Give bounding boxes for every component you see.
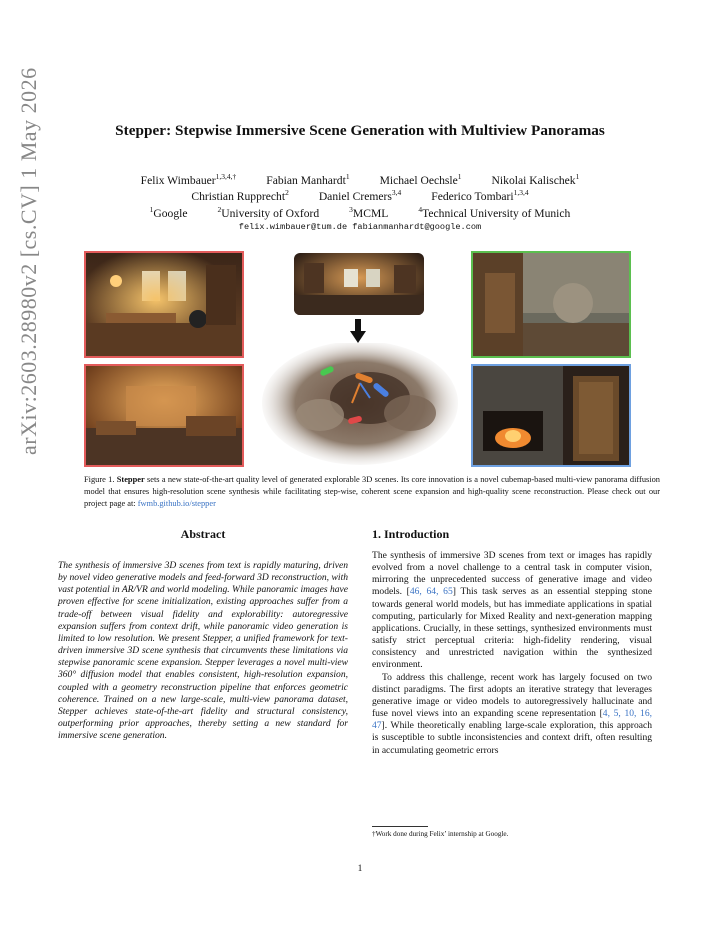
citation-link[interactable]: 46, 64, 65: [409, 586, 453, 598]
author-2: Federico Tombari$^{1,3,4}$: [431, 188, 529, 203]
author-0: Felix Wimbauer$^{1,3,4,\dagger}$: [140, 172, 237, 187]
figure-image-room-blue-bottom: [471, 364, 631, 467]
figure-image-panorama: [294, 253, 424, 315]
arxiv-stamp: arXiv:2603.28980v2 [cs.CV] 1 May 2026: [16, 67, 41, 455]
figure-1: [84, 251, 660, 469]
affiliations: [0, 202, 720, 222]
figure-image-room-red-top: [84, 251, 244, 358]
introduction-heading: 1. Introduction: [372, 527, 450, 541]
author-2: Michael Oechsle$^1$: [379, 172, 462, 187]
author-emails: felix.wimbauer@tum.de fabianmanhardt@google.com: [238, 222, 482, 232]
author-0: Christian Rupprecht$^2$: [191, 188, 289, 203]
author-1: Daniel Cremers$^{3,4}$: [318, 188, 402, 203]
affiliation-1: $^2$University of Oxford: [217, 205, 320, 220]
project-page-link[interactable]: fwmb.github.io/stepper: [137, 498, 216, 508]
figure-caption: Figure 1. Stepper sets a new state-of-the-art quality level of generated explorable 3D scenes. Its core innovation is a novel cubemap-based multi-view panorama diffusion model that ensures high-resolution scene synthesis while facilitating step-wise, coherent scene expansion and high-quality scene reconstruction. Please check out our project page at: fwmb.github.io/stepper: [84, 475, 660, 508]
figure-image-room-red-bottom: [84, 364, 244, 467]
page-number: 1: [357, 864, 363, 874]
abstract-heading: Abstract: [180, 527, 226, 541]
figure-image-point-cloud: [260, 343, 460, 469]
author-1: Fabian Manhardt$^1$: [266, 172, 350, 187]
footnote-rule: [372, 826, 428, 827]
affiliation-3: $^4$Technical University of Munich: [418, 205, 571, 220]
introduction-body: The synthesis of immersive 3D scenes from text or images has rapidly evolved from a novel challenge to a central task in computer vision, mirroring the unprecedented success of generative image and video models. [46, 64, 65] This task serves as an essential stepping stone towards general world models, but has immediate applications in spatial computing, particularly for Mixed Reality and next-generation mapping applications. Crucially, in these settings, synthesized environments must satisfy strict perceptual criteria: high-fidelity rendering, visual consistency and unrestricted navigation within the synthesized environment. To address this challenge, recent work has largely focused on two distinct paradigms. The first adopts an iterative strategy that leverages generative image or video models to autoregressively hallucinate and fuse novel views into an expanding scene representation [4, 5, 10, 16, 47]. While theoretically enabling large-scale exploration, this approach is susceptible to subtle inconsistencies and context drift, often resulting in accumulating geometric errors: [372, 550, 653, 756]
paper-title: Stepper: Stepwise Immersive Scene Generation with Multiview Panoramas: [115, 122, 605, 139]
author-3: Nikolai Kalischek$^1$: [491, 172, 580, 187]
figure-image-room-green-top: [471, 251, 631, 358]
citation-link[interactable]: 4, 5, 10, 16, 47: [372, 708, 652, 732]
affiliation-2: $^3$MCML: [349, 205, 389, 220]
abstract-body: The synthesis of immersive 3D scenes from text is rapidly maturing, driven by novel video generative models and feed-forward 3D reconstruction, with vast potential in AR/VR and world modeling. While panoramic images have proven effective for scene initialization, existing approaches suffer from a trade-off between visual fidelity and explorability: autoregressive expansion suffers from context drift, while panoramic video generation is limited to low resolution. We present Stepper, a unified framework for text-driven immersive 3D scene synthesis that circumvents these limitations via stepwise panoramic scene expansion. Stepper leverages a novel multi-view 360° diffusion model that enables consistent, high-resolution expansion, coupled with a geometry reconstruction pipeline that enforces geometric coherence. Trained on a new large-scale, multi-view panorama dataset, Stepper achieves state-of-the-art fidelity and structural consistency, outperforming prior approaches, thereby setting a new standard for immersive scene generation.: [58, 560, 348, 742]
footnote: †Work done during Felix’ internship at Google.: [372, 830, 509, 838]
affiliation-0: $^1$Google: [149, 205, 188, 220]
down-arrow-icon: [350, 319, 366, 343]
